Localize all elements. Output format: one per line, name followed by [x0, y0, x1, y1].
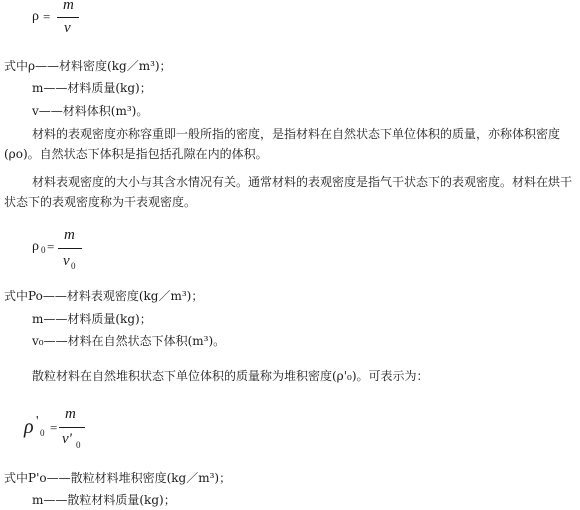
- formula-numerator: m: [65, 406, 76, 422]
- definition-mass: m——材料质量(kg)；: [32, 81, 152, 95]
- symbol-subscript: 0: [40, 428, 45, 438]
- denominator-subscript: 0: [76, 440, 81, 450]
- formula-denominator: v: [64, 20, 71, 36]
- fraction-bar: [59, 427, 85, 428]
- paragraph-moisture: 材料表观密度的大小与其含水情况有关。通常材料的表观密度是指气干状态下的表观密度。材料在烘干状态下的表观密度称为干表观密度。: [4, 175, 573, 209]
- definition-volume: v——材料体积(m³)。: [32, 104, 149, 118]
- fraction-bar: [57, 17, 79, 18]
- definition-natural-volume: v₀——材料在自然状态下体积(m³)。: [32, 334, 226, 348]
- formula-denominator: v': [62, 431, 72, 447]
- density-symbol: ρ: [32, 239, 39, 254]
- density-symbol: ρ: [32, 9, 39, 24]
- fraction-bar: [58, 248, 82, 249]
- denominator-subscript: 0: [71, 261, 76, 271]
- symbol-subscript: 0: [41, 245, 46, 255]
- formula-numerator: m: [63, 0, 74, 13]
- paragraph-bulk-density: 散粒材料在自然堆积状态下单位体积的质量称为堆积密度(ρ'₀)。可表示为：: [32, 369, 429, 383]
- equals-sign: =: [47, 239, 55, 254]
- equals-sign: =: [50, 420, 58, 435]
- definition-mass: m——材料质量(kg)；: [32, 312, 152, 326]
- symbol-prime: ': [36, 414, 39, 429]
- definition-bulk-density: 式中P'o——散粒材料堆积密度(kg／m³)；: [4, 471, 232, 485]
- paragraph-apparent-density: 材料的表观密度亦称容重即一般所指的密度，是指材料在自然状态下单位体积的质量，亦称体积密度(ρo)。自然状态下体积是指包括孔隙在内的体积。: [4, 127, 561, 161]
- equals-sign: =: [43, 9, 51, 24]
- formula-numerator: m: [64, 227, 75, 243]
- definition-granular-mass: m——散粒材料质量(kg)；: [32, 493, 176, 507]
- density-symbol: ρ: [24, 416, 34, 438]
- formula-denominator: v: [63, 253, 70, 269]
- definition-density: 式中ρ——材料密度(kg／m³)；: [4, 59, 172, 73]
- definition-apparent-density: 式中Po——材料表观密度(kg／m³)；: [4, 289, 204, 303]
